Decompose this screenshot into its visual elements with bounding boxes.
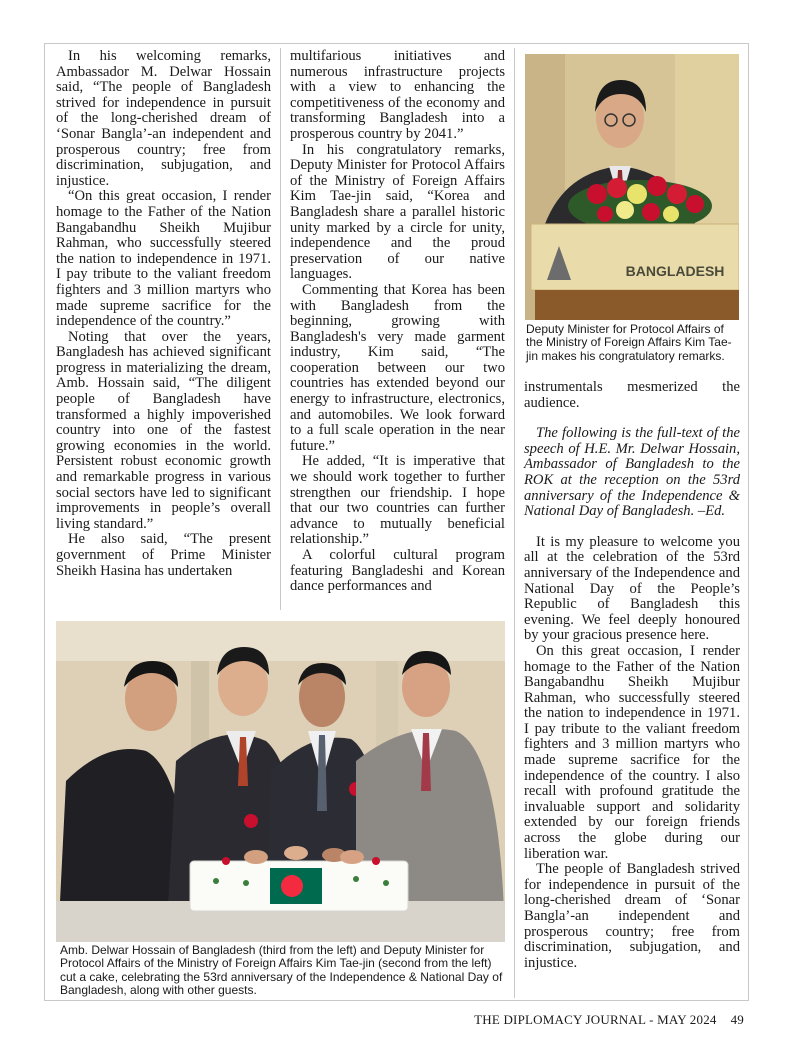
publication-name: THE DIPLOMACY JOURNAL - MAY 2024 bbox=[474, 1012, 717, 1027]
column-divider bbox=[514, 48, 515, 998]
column-divider bbox=[280, 48, 281, 610]
article-paragraph: The people of Bangladesh strived for independence in pursuit of the long-cherished dream of ‘Sonar Bangla’-an independent and prosperous country; free from discrimination, subjugation, and injustice. bbox=[524, 861, 740, 971]
podium-label: BANGLADESH bbox=[625, 263, 725, 279]
article-column-2 bbox=[290, 49, 505, 595]
article-column-1 bbox=[56, 49, 271, 579]
editor-note: The following is the full-text of the speech of H.E. Mr. Delwar Hossain, Ambassador of Bangladesh to the ROK at the reception on the 53rd anniversary of the Independence & National Day of Bangladesh. –Ed. bbox=[524, 425, 740, 520]
article-paragraph: Commenting that Korea has been with Bangladesh from the beginning, growing with Bangladesh's very made garment industry, Kim said, “The cooperation between our two countries has extended beyond our energy to infrastructure, electronics, and automobiles. We look forward to a full scale operation in the near future.” bbox=[290, 281, 505, 454]
article-paragraph: “On this great occasion, I render homage to the Father of the Nation Bangabandhu Sheikh Mujibur Rahman, who successfully steered the nation to independence in 1971. I pay tribute to the valiant freedom fighters and 3 million martyrs who made supreme sacrifice for the independence of the country.” bbox=[56, 188, 271, 330]
article-paragraph: In his congratulatory remarks, Deputy Minister for Protocol Affairs of the Ministry of Foreign Affairs Kim Tae-jin said, “Korea and Bangladesh share a parallel historic unity marked by a circle for unity, independence and the proud preservation of our native languages. bbox=[290, 141, 505, 283]
article-paragraph: Noting that over the years, Bangladesh has achieved significant progress in materializing the dream, Amb. Hossain said, “The diligent people of Bangladesh have transformed a highly impoverished country into one of the fastest growing economies in the world. Persistent robust economic growth and remarkable progress in various social sectors have led to significant improvements in people’s overall living standard.” bbox=[56, 328, 271, 532]
cake-cutting-photo bbox=[56, 621, 505, 942]
article-paragraph: On this great occasion, I render homage to the Father of the Nation Bangabandhu Sheikh Mujibur Rahman, who successfully steered the nation to independence in 1971. I pay tribute to the valiant freedom fighters and 3 million martyrs who made supreme sacrifice for the independence of the country. I also recall with profound gratitude the invaluable support and solidarity extended by our foreign friends across the globe during our liberation war. bbox=[524, 642, 740, 862]
speaker-photo bbox=[525, 54, 739, 320]
photo-caption: Deputy Minister for Protocol Affairs of the Ministry of Foreign Affairs Kim Tae-jin makes his congratulatory remarks. bbox=[526, 322, 732, 363]
photo-caption: Amb. Delwar Hossain of Bangladesh (third from the left) and Deputy Minister for Protocol Affairs of the Ministry of Foreign Affairs Kim Tae-jin (second from the left) cut a cake, celebrating the 53rd anniversary of the Independence & National Day of Bangladesh, along with other guests. bbox=[60, 943, 503, 998]
article-paragraph: He also said, “The present government of Prime Minister Sheikh Hasina has undertaken bbox=[56, 531, 271, 579]
article-column-3 bbox=[524, 380, 740, 971]
article-paragraph: instrumentals mesmerized the audience. bbox=[524, 379, 740, 411]
article-paragraph: A colorful cultural program featuring Bangladeshi and Korean dance performances and bbox=[290, 547, 505, 595]
article-paragraph: multifarious initiatives and numerous infrastructure projects with a view to enhancing the competitiveness of the economy and transforming Bangladesh into a prosperous country by 2041.” bbox=[290, 48, 505, 142]
article-paragraph: It is my pleasure to welcome you all at the celebration of the 53rd anniversary of the Independence and National Day of the People’s Republic of Bangladesh this evening. We feel deeply honoured by your gracious presence here. bbox=[524, 533, 740, 644]
page-number: 49 bbox=[730, 1012, 744, 1027]
article-paragraph: He added, “It is imperative that we should work together to further strengthen our friendship. I hope that our two countries can further advance to mutually beneficial relationship.” bbox=[290, 453, 505, 548]
page-footer bbox=[474, 1012, 744, 1028]
article-paragraph: In his welcoming remarks, Ambassador M. Delwar Hossain said, “The people of Bangladesh strived for independence in pursuit of the long-cherished dream of ‘Sonar Bangla’-an independent and prosperous country; free from discrimination, subjugation, and injustice. bbox=[56, 48, 271, 189]
